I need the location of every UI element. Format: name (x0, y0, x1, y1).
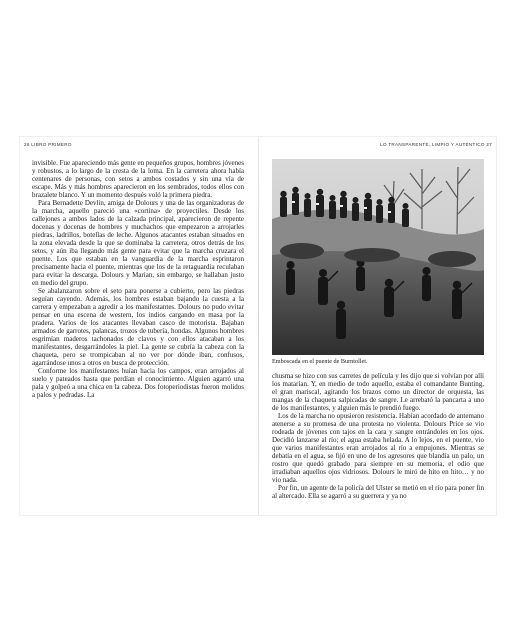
paragraph: Conforme los manifestantes huían hacia los campos, eran arrojados al suelo y pateados hasta que perdían el conocimiento. Alguien agarró una pala y golpeó a una chica en la cabeza. Dos fotoperiodistas fueron molidos a palos y pedradas. La (32, 367, 244, 399)
paragraph: Por fin, un agente de la policía del Ulster se metió en el río para poner fin al altercado. Ella se agarró a su guerrera y ya no (272, 484, 484, 500)
right-page-text (272, 372, 484, 500)
right-running-header: LO TRANSPARENTE, LIMPIO Y AUTÉNTICO 27 (380, 142, 492, 147)
paragraph: invisible. Fue apareciendo más gente en pequeños grupos, hombres jóvenes y robustos, a lo largo de la cresta de la loma. En la carretera ahora había centenares de personas, con setos a ambos costados y sin una vía de escape. Más y más hombres aparecieron en los sembrados, todos ellos con brazalete blanco. Y un momento después voló la primera piedra. (32, 159, 244, 199)
book-spread (20, 137, 496, 515)
paragraph: chusma se hizo con sus carretes de película y les dijo que si volvían por allí los matarían. Y, en medio de todo aquello, estaba el comandante Bunting, el gran mariscal, agitando los brazos como un director de orquesta, las mangas de la chaqueta salpicadas de sangre. Le arrebató la pancarta a uno de los manifestantes, y alguien más le prendió fuego. (272, 372, 484, 412)
left-page-text (32, 159, 244, 399)
left-running-header: 26 LIBRO PRIMERO (24, 142, 72, 147)
paragraph: Para Bernadette Devlin, amiga de Dolours y una de las organizadoras de la marcha, aquello pareció una «cortina» de proyectiles. Desde los callejones a ambos lados de la calzada principal, aparecieron de repente docenas y docenas de hombres y muchachos que empezaron a arrojarles piedras, ladrillos, botellas de leche. Algunos atacantes estaban situados en la zona elevada desde la que se dominaba la carretera, otros detrás de los setos, y aún iba llegando más gente para evitar que la marcha cruzara el puente. Los que estaban en la vanguardia de la marcha esprintaron precisamente hacia el puente, mientras que los de la retaguardia reculaban para evitar la descarga. Dolours y Marian, sin embargo, se hallaban justo en medio del grupo. (32, 199, 244, 287)
paragraph: Los de la marcha no opusieron resistencia. Habían acordado de antemano atenerse a su promesa de una protesta no violenta. Dolours Price se vio rodeada de jóvenes con tajos en la cara y sangre entrándoles en los ojos. Decidió lanzarse al río; el agua estaba helada. A lo lejos, en el puente, vio que varios manifestantes eran arrojados al río a empujones. Mientras se debatía en el agua, se fijó en uno de los agresores que blandía un palo, un rostro que quedó grabado para siempre en su memoria, el odio que irradiaban aquellos ojos vidriosos. Dolours le miró de hito en hito… y no vio nada. (272, 412, 484, 484)
historical-photo (272, 159, 484, 355)
paragraph: Se abalanzaron sobre el seto para ponerse a cubierto, pero las piedras seguían cayendo. Además, los hombres estaban bajando la cuesta a la carrera y empezaban a agredir a los manifestantes. Dolours no pudo evitar pensar en una escena de western, los indios cargando en masa por la pradera. Varios de los atacantes llevaban casco de motorista. Bajaban armados de garrotes, palancas, trozos de tubería, hondas. Algunos hombres esgrimían maderos tachonados de clavos y con ellos atacaban a los manifestantes, desgarrándoles la piel. La gente se cubría la cabeza con la chaqueta, pero se trompicaban al no ver por dónde iban, confusos, agarrándose unos a otros en busca de protección. (32, 287, 244, 367)
page-fold (258, 137, 259, 515)
photo-caption: Emboscada en el puente de Burntollet. (272, 358, 368, 365)
